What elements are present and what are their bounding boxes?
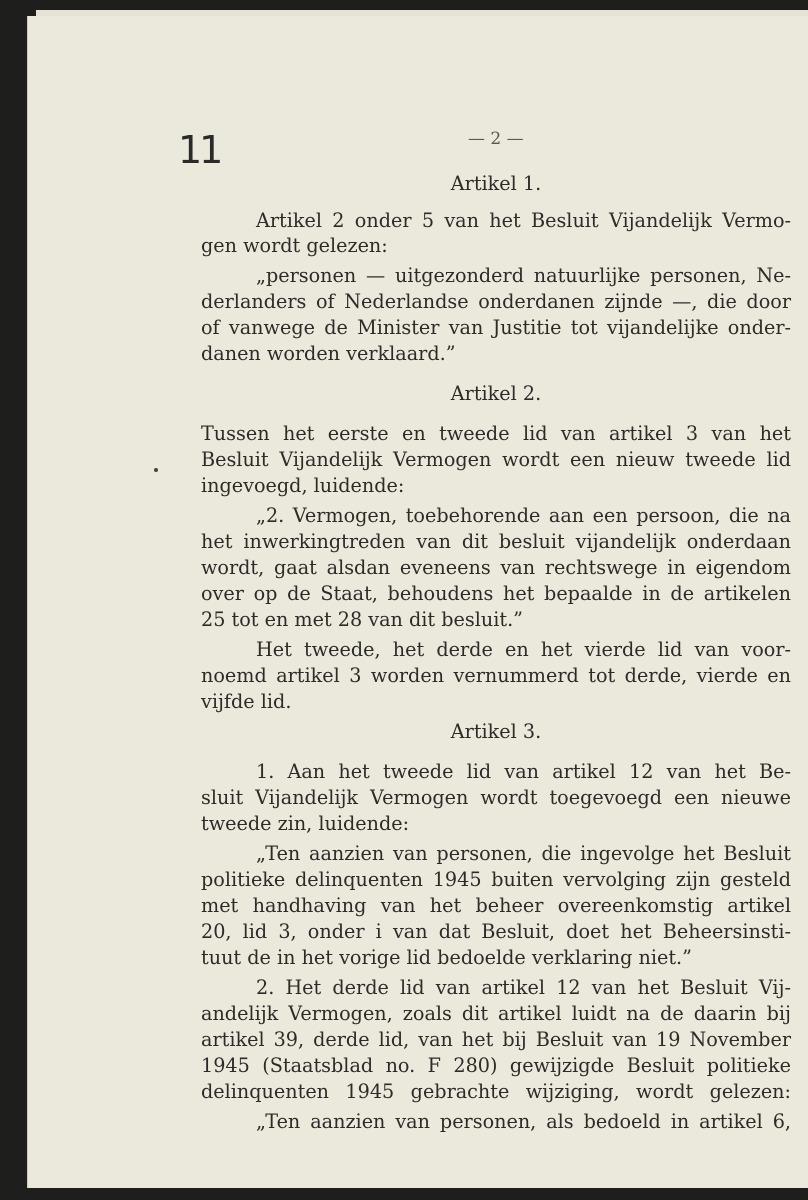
- document-page: [28, 16, 808, 1188]
- margin-page-number: 11: [178, 128, 221, 172]
- text-line: „Ten aanzien van personen, die ingevolge het Besluit: [256, 842, 791, 865]
- text-line: vijfde lid.: [201, 690, 292, 713]
- page-marker: — 2 —: [468, 129, 524, 149]
- text-line: Tussen het eerste en tweede lid van artikel 3 van het: [201, 422, 791, 445]
- text-line: politieke delinquenten 1945 buiten vervolging zijn gesteld: [201, 868, 791, 891]
- text-line: noemd artikel 3 worden vernummerd tot derde, vierde en: [201, 664, 791, 687]
- heading-artikel-2: Artikel 2.: [450, 382, 542, 405]
- text-line: „personen — uitgezonderd natuurlijke personen, Ne-: [256, 264, 791, 287]
- text-line: Besluit Vijandelijk Vermogen wordt een nieuw tweede lid: [201, 448, 791, 471]
- text-line: 25 tot en met 28 van dit besluit.”: [201, 608, 523, 631]
- text-line: wordt, gaat alsdan eveneens van rechtswege in eigendom: [201, 556, 791, 579]
- text-line: ingevoegd, luidende:: [201, 474, 405, 497]
- paper-speck: [154, 468, 158, 472]
- text-line: danen worden verklaard.”: [201, 342, 456, 365]
- text-line: sluit Vijandelijk Vermogen wordt toegevoegd een nieuwe: [201, 786, 791, 809]
- text-line: 1. Aan het tweede lid van artikel 12 van het Be-: [256, 760, 791, 783]
- text-line: delinquenten 1945 gebrachte wijziging, wordt gelezen:: [201, 1080, 791, 1103]
- heading-artikel-1: Artikel 1.: [450, 172, 542, 195]
- text-line: 2. Het derde lid van artikel 12 van het Besluit Vij-: [256, 976, 791, 999]
- text-line: of vanwege de Minister van Justitie tot vijandelijke onder-: [201, 316, 791, 339]
- text-line: Het tweede, het derde en het vierde lid van voor-: [256, 638, 791, 661]
- heading-artikel-3: Artikel 3.: [450, 720, 542, 743]
- text-line: met handhaving van het beheer overeenkomstig artikel: [201, 894, 791, 917]
- text-line: artikel 39, derde lid, van het bij Besluit van 19 November: [201, 1028, 791, 1051]
- text-line: het inwerkingtreden van dit besluit vijandelijk onderdaan: [201, 530, 791, 553]
- text-line: gen wordt gelezen:: [201, 234, 388, 257]
- text-line: over op de Staat, behoudens het bepaalde in de artikelen: [201, 582, 791, 605]
- text-line: „Ten aanzien van personen, als bedoeld in artikel 6,: [256, 1110, 791, 1133]
- text-line: 20, lid 3, onder i van dat Besluit, doet het Beheersinsti-: [201, 920, 791, 943]
- text-line: „2. Vermogen, toebehorende aan een persoon, die na: [256, 504, 791, 527]
- text-line: derlanders of Nederlandse onderdanen zijnde —, die door: [201, 290, 791, 313]
- text-line: andelijk Vermogen, zoals dit artikel luidt na de daarin bij: [201, 1002, 791, 1025]
- text-line: tuut de in het vorige lid bedoelde verklaring niet.”: [201, 946, 692, 969]
- text-line: tweede zin, luidende:: [201, 812, 410, 835]
- text-line: Artikel 2 onder 5 van het Besluit Vijandelijk Vermo-: [256, 209, 791, 232]
- text-line: 1945 (Staatsblad no. F 280) gewijzigde Besluit politieke: [201, 1054, 791, 1077]
